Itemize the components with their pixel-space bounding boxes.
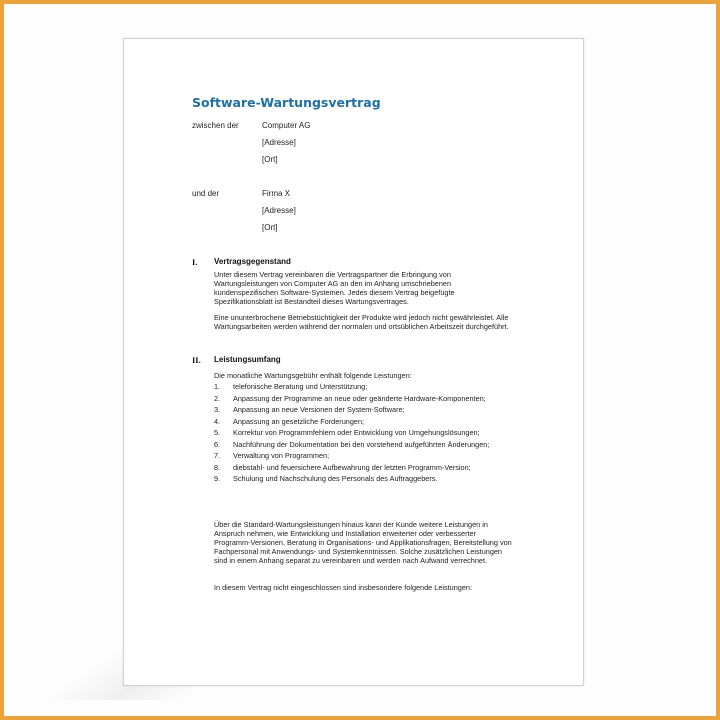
party-two-address: [Adresse] [262,206,296,215]
section-one-paragraph-2: Eine ununterbrochene Betriebstüchtigkeit der Produkte wird jedoch nicht gewährleistet. Alle Wartungsarbeiten werden während der normalen und ortsüblichen Arbeitszeit durchgeführt. [214,313,509,331]
party-two-label: und der [192,189,220,198]
services-list [214,382,524,486]
list-item: 2. Anpassung der Programme an neue oder geänderte Hardware-Komponenten; [214,393,486,403]
section-one-number: I. [192,257,198,267]
list-item: 9. Schulung und Nachschulung des Personals des Auftraggebers. [214,474,438,483]
list-item: 3. Anpassung an neue Versionen der System-Software; [214,405,405,414]
list-item: 8. diebstahl- und feuersichere Aufbewahrung der letzten Programm-Version; [214,462,471,472]
list-item: 5. Korrektur von Programmfehlern oder Entwicklung von Umgehungslösungen; [214,428,480,437]
section-two-number: II. [192,355,201,365]
section-one-paragraph-1: Unter diesem Vertrag vereinbaren die Vertragspartner die Erbringung von Wartungsleistungen von Computer AG an den im Anhang umschriebenen kundenspezifischen Software-Systemen. Jedes diesem Vertrag beigefügte Spezifikationsblatt ist Bestandteil dieses Wartungsvertrages. [214,270,455,306]
section-two-paragraph-additional: Über die Standard-Wartungsleistungen hinaus kann der Kunde weitere Leistungen in Anspruch nehmen, wie Entwicklung und Installation erweiterter oder verbesserter Programm-Versionen, Beratung in Organisations- und Applikationsfragen, Bereitstellung von Fachpersonal mit Anwendungs- und Systemkenntnissen. Solche zusätzlichen Leistungen sind in einem Anhang separat zu vereinbaren und werden nach Aufwand verrechnet. [214,520,512,565]
document-title: Software-Wartungsvertrag [192,95,381,110]
party-one-city: [Ort] [262,155,278,164]
list-item: 1. telefonische Beratung und Unterstützung; [214,382,368,391]
party-one-name: Computer AG [262,121,311,130]
party-two-city: [Ort] [262,223,278,232]
document-page [123,38,584,686]
section-two-intro: Die monatliche Wartungsgebühr enthält folgende Leistungen: [214,371,412,380]
section-two-paragraph-exclusions: In diesem Vertrag nicht eingeschlossen sind insbesondere folgende Leistungen: [214,583,472,592]
party-two-name: Firma X [262,189,290,198]
list-item: 4. Anpassung an gesetzliche Forderungen; [214,416,365,426]
section-two-title: Leistungsumfang [214,355,281,364]
list-item: 7. Verwaltung von Programmen; [214,451,330,460]
party-one-label: zwischen der [192,121,239,130]
list-item: 6. Nachführung der Dokumentation bei den vorstehend aufgeführten Änderungen; [214,439,490,449]
party-one-address: [Adresse] [262,138,296,147]
section-one-title: Vertragsgegenstand [214,257,291,266]
